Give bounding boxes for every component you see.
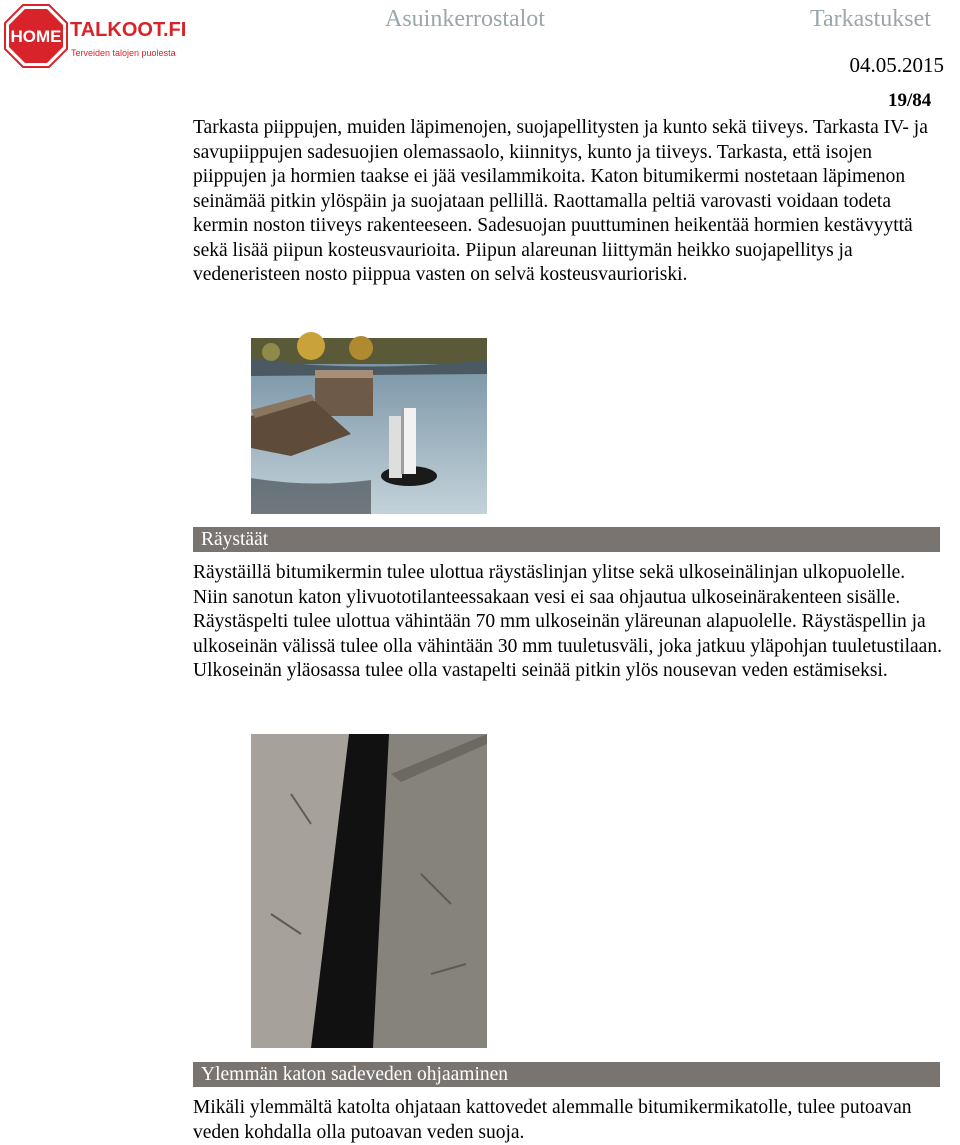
header-category: Asuinkerrostalot <box>385 6 545 32</box>
eaves-paragraph: Räystäillä bitumikermin tulee ulottua räystäslinjan ylitse sekä ulkoseinälinjan ulkopuolelle. Niin sanotun katon ylivuototilanteessakaan vesi ei saa ohjautua ulkoseinärakenteen sisälle. Räystäspelti tulee ulottua vähintään 70 mm ulkoseinän yläreunan alapuolelle. Räystäspellin ja ulkoseinän välissä tulee olla vähintään 30 mm tuuletusväli, joka jatkuu yläpohjan tuuletustilaan. Ulkoseinän yläosassa tulee olla vastapelti seinää pitkin ylös nousevan veden estämiseksi. <box>193 562 942 681</box>
roof-penetration-photo <box>251 338 487 514</box>
intro-paragraph: Tarkasta piippujen, muiden läpimenojen, suojapellitysten ja kunto sekä tiiveys. Tarkasta IV- ja savupiippujen sadesuojien olemassaolo, kiinnitys, kunto ja tiiveys. Tarkasta, että isojen piippujen ja hormien taakse ei jää vesilammikoita. Katon bitumikermi nostetaan läpimenon seinämää pitkin ylöspäin ja suojataan pellillä. Raottamalla peltiä varovasti voidaan todeta kermin noston tiiveys rakenteeseen. Sadesuojan puuttuminen heikentää hormien kestävyyttä sekä lisää piipun kosteusvaurioita. Piipun alareunan liittymän heikko suojapellitys ja vedeneristeen nosto piippua vasten on selvä kosteusvaurioriski. <box>193 117 928 285</box>
logo-home-text: HOME <box>10 27 62 46</box>
logo-tagline: Terveiden talojen puolesta <box>71 48 176 58</box>
header-section: Tarkastukset <box>810 6 931 32</box>
logo-graphic <box>4 2 187 68</box>
page-number: 19/84 <box>888 90 932 111</box>
eaves-heading: Räystäät <box>193 527 940 552</box>
hometalkoot-logo[interactable] <box>4 2 187 68</box>
header-date: 04.05.2015 <box>849 53 944 77</box>
eaves-photo <box>251 734 487 1048</box>
upper-roof-heading: Ylemmän katon sadeveden ohjaaminen <box>193 1062 940 1087</box>
logo-brand-text: TALKOOT.FI <box>70 19 187 41</box>
upper-roof-paragraph: Mikäli ylemmältä katolta ohjataan kattovedet alemmalle bitumikermikatolle, tulee putoavan veden kohdalla olla putoavan veden suoja. <box>193 1097 912 1143</box>
